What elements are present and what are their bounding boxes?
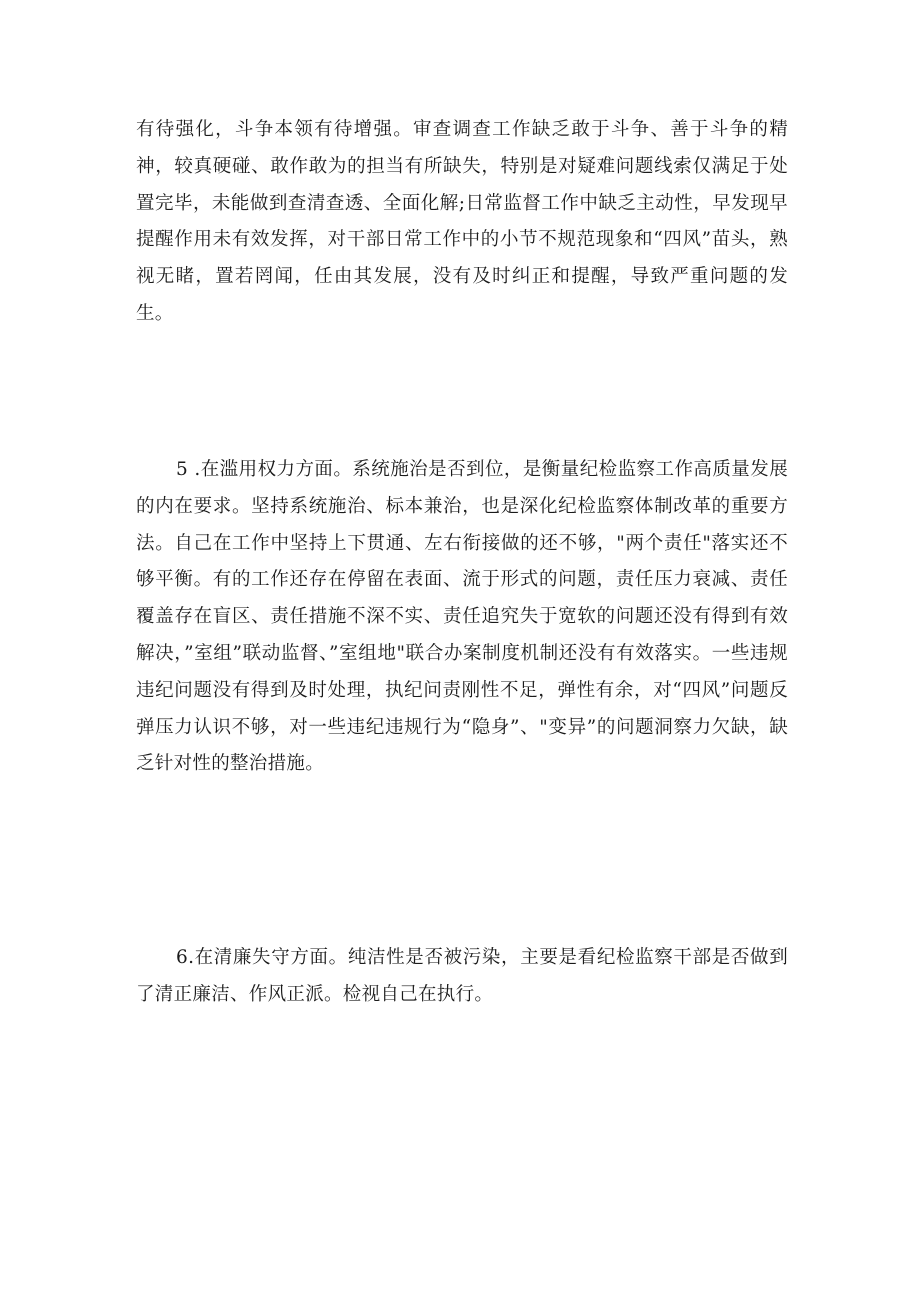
paragraph-item-5: 5 .在滥用权力方面。系统施治是否到位，是衡量纪检监察工作高质量发展的内在要求。坚持系统施治、标本兼治，也是深化纪检监察体制改革的重要方法。自己在工作中坚持上下贯通、左右衔接做的还不够，"两个责任"落实还不够平衡。有的工作还存在停留在表面、流于形式的问题，责任压力衰减、责任覆盖存在盲区、责任措施不深不实、责任追究失于宽软的问题还没有得到有效解决，”室组”联动监督、”室组地"联合办案制度机制还没有有效落实。一些违规违纪问题没有得到及时处理，执纪问责刚性不足，弹性有余，对“四风”问题反弹压力认识不够，对一些违纪违规行为“隐身”、"变异”的问题洞察力欠缺，缺乏针对性的整治措施。 [136, 459, 788, 775]
paragraph-item-6: 6.在清廉失守方面。纯洁性是否被污染，主要是看纪检监察干部是否做到了清正廉洁、作风正派。检视自己在执行。 [136, 947, 788, 1005]
paragraph-continuation: 有待强化，斗争本领有待增强。审查调查工作缺乏敢于斗争、善于斗争的精神，较真硬碰、敢作敢为的担当有所缺失，特别是对疑难问题线索仅满足于处置完毕，未能做到查清查透、全面化解;日常监督工作中缺乏主动性，早发现早提醒作用未有效发挥，对干部日常工作中的小节不规范现象和“四风”苗头，熟视无睹，置若罔闻，任由其发展，没有及时纠正和提醒，导致严重问题的发生。 [136, 119, 788, 324]
